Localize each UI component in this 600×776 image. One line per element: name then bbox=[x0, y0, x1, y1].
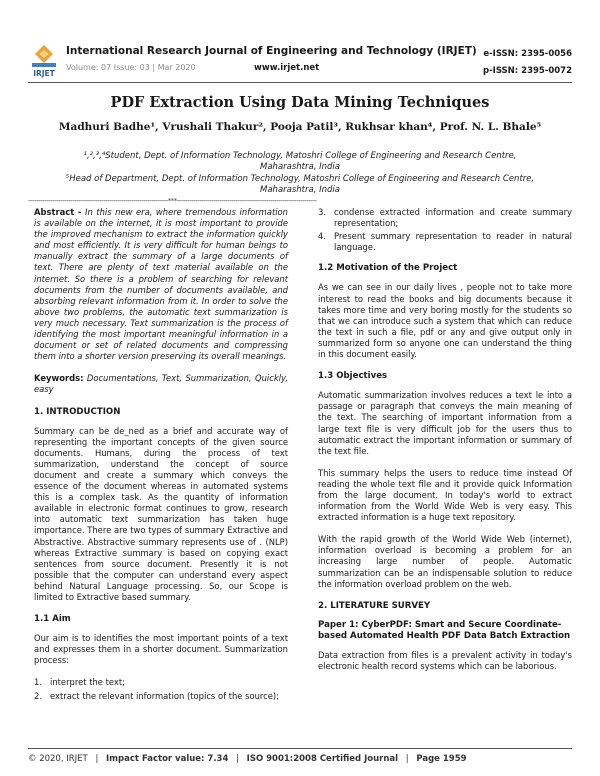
p-issn: p-ISSN: 2395-0072 bbox=[483, 66, 572, 76]
aim-list bbox=[34, 677, 288, 701]
list-item bbox=[34, 677, 288, 688]
footer-impact-factor: Impact Factor value: 7.34 bbox=[106, 754, 229, 764]
list-item bbox=[34, 691, 288, 702]
footer-divider bbox=[28, 748, 572, 749]
paper1-text: Data extraction from files is a prevalent activity in today's electronic health record systems which can be laborious. bbox=[318, 650, 572, 672]
list-item-number: 2. bbox=[34, 690, 42, 701]
keywords bbox=[34, 373, 288, 395]
list-item-number: 1. bbox=[34, 677, 42, 688]
logo-text: IRJET bbox=[33, 69, 55, 78]
list-item-number: 3. bbox=[318, 207, 326, 217]
journal-website[interactable]: www.irjet.net bbox=[254, 63, 320, 73]
footer-separator: | bbox=[236, 754, 239, 764]
objectives-paragraph-2: This summary helps the users to reduce time instead Of reading the whole text file and it provide quick Information from the large document. In today's world to extract information from the World Wide Web is very easy. This extracted information is a huge text repository. bbox=[318, 467, 572, 523]
page-footer bbox=[28, 754, 572, 764]
affiliation-students-line2: Maharashtra, India bbox=[260, 162, 340, 172]
footer-separator: | bbox=[405, 754, 409, 764]
list-item-text: Present summary representation to reader in natural language. bbox=[334, 231, 572, 253]
footer-page-number: Page 1959 bbox=[416, 754, 467, 764]
list-item-number: 4. bbox=[318, 231, 326, 242]
affiliation-students-line1: ¹,²,³,⁴Student, Dept. of Information Technology, Matoshri College of Engineering and Research Centre, bbox=[83, 151, 517, 161]
motivation-text: As we can see in our daily lives , people not to take more interest to read the books and big documents because it takes more time and very boring mostly for the students so that we can introduce such a system that which can reduce the text in such a file, pdf or any and give output only in summarized form so anyone one can understand the thing in this document easily. bbox=[318, 282, 572, 360]
e-issn: e-ISSN: 2395-0056 bbox=[483, 49, 572, 59]
abstract-text: In this new era, where tremendous information is available on the internet, it is most important to provide the improved mechanism to extract the information quickly and most efficiently. It is very difficult for human beings to manually extract the summary of a large documents of text. There are plenty of text material available on the internet. So there is a problem of searching for relevant documents from the number of documents available, and absorbing relevant information from it. In order to solve the above two problems, the automatic text summarization is very much necessary. Text summarization is the process of identifying the most important meaningful information in a document or set of related documents and compressing them into a shorter version preserving its overall meanings. bbox=[34, 207, 288, 362]
affiliation-hod-line1: ⁵Head of Department, Dept. of Information Technology, Matoshri College of Engineering and Research Centre, bbox=[65, 174, 535, 184]
paper-authors: Madhuri Badhe¹, Vrushali Thakur², Pooja Patil³, Rukhsar khan⁴, Prof. N. L. Bhale⁵ bbox=[58, 121, 542, 133]
motivation-heading: 1.2 Motivation of the Project bbox=[318, 263, 458, 274]
list-item bbox=[318, 231, 572, 253]
objectives-heading: 1.3 Objectives bbox=[318, 371, 388, 382]
paper-title: PDF Extraction Using Data Mining Techniques bbox=[110, 94, 490, 111]
intro-text: Summary can be de_ned as a brief and accurate way of representing the important concepts of the given source documents. Humans, during the process of text summarization, understand the concept of source document and create a summary which conveys the essence of the document whereas in automated systems this is a complex task. As the quantity of information available in electronic format continues to grow, research into automatic text summarization has taken huge importance. There are two types of summary Extractive and Abstractive. Abstractive summary represents use of . (NLP) whereas Extractive summary is based on copying exact sentences from source document. Presently it is not possible that the computer can understand every aspect behind Natural Language processing. So, our Scope is limited to Extractive based summary. bbox=[34, 425, 288, 602]
keywords-label: Keywords: bbox=[34, 373, 84, 384]
aim-heading: 1.1 Aim bbox=[34, 614, 71, 625]
aim-list-continued bbox=[318, 207, 572, 253]
list-item-text: condense extracted information and create summary representation; bbox=[334, 207, 572, 229]
objectives-paragraph-1: Automatic summarization involves reduces a text le into a passage or paragraph that conveys the main meaning of the text. The searching of important information from a large text file is very difficult job for the users thus to automatic extract the important information or summary of the text file. bbox=[318, 390, 572, 456]
footer-copyright: © 2020, IRJET bbox=[28, 754, 88, 764]
list-item-text: extract the relevant information (topics of the source); bbox=[50, 690, 279, 701]
issn-block bbox=[483, 46, 572, 80]
list-item bbox=[318, 207, 572, 229]
affiliation-students bbox=[60, 151, 540, 173]
list-item-text: interpret the text; bbox=[50, 677, 125, 688]
affiliation-hod bbox=[60, 174, 540, 196]
keywords-text: Documentations, Text, Summarization, Quickly, easy bbox=[34, 373, 288, 395]
footer-separator: | bbox=[95, 754, 99, 764]
journal-name: International Research Journal of Engineering and Technology (IRJET) bbox=[66, 45, 477, 57]
affiliation-hod-line2: Maharashtra, India bbox=[260, 185, 340, 195]
literature-heading: 2. LITERATURE SURVEY bbox=[318, 600, 431, 611]
intro-heading: 1. INTRODUCTION bbox=[34, 406, 121, 417]
paper1-title: Paper 1: CyberPDF: Smart and Secure Coordinate-based Automated Health PDF Data Batch Extraction bbox=[318, 619, 571, 641]
abstract-label: Abstract - bbox=[34, 207, 82, 217]
volume-info: Volume: 07 Issue: 03 | Mar 2020 bbox=[66, 63, 196, 72]
header-divider bbox=[28, 82, 572, 83]
aim-text: Our aim is to identifies the most important points of a text and expresses them in a shorter document. Summarization process: bbox=[34, 633, 288, 666]
objectives-paragraph-3: With the rapid growth of the World Wide Web (internet), information overload is becoming a problem for an increasing large number of people. Automatic summarization can be an indispensable solution to reduce the information overload problem on the web. bbox=[318, 534, 572, 589]
footer-iso: ISO 9001:2008 Certified Journal bbox=[246, 754, 399, 764]
irjet-logo-icon bbox=[28, 44, 60, 78]
section-separator: ---------------------------------------------------------------------***--------------------------------------------------------------------- bbox=[28, 197, 317, 205]
journal-header bbox=[28, 44, 572, 80]
left-column bbox=[34, 207, 288, 712]
right-column bbox=[318, 207, 572, 683]
abstract bbox=[34, 207, 288, 362]
